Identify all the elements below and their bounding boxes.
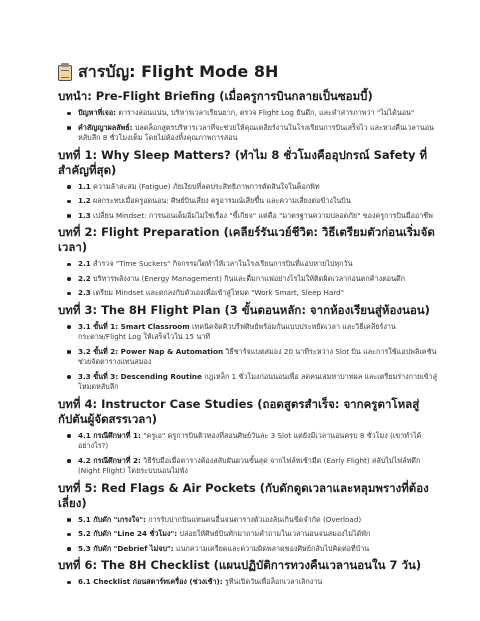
list-item xyxy=(78,372,440,393)
list-item xyxy=(78,123,440,144)
list-item xyxy=(78,347,440,368)
item-label: 3.1 ขั้นที่ 1: Smart Classroom xyxy=(78,321,190,331)
title-text: สารบัญ: Flight Mode 8H xyxy=(78,62,279,81)
section-heading: บทที่ 5: Red Flags & Air Pockets (กับดักดูดเวลาและหลุมพรางที่ต้องเลี่ยง) xyxy=(58,480,429,510)
list-item xyxy=(78,544,440,555)
item-label: ปัญหาที่เจอ: xyxy=(78,108,117,117)
section-list xyxy=(58,322,440,393)
item-text: เปลี่ยน Mindset: การนอนเต็มอิ่มไม่ใช่เรื่อง "ขี้เกียจ" แต่คือ "มาตรฐานความปลอดภัย" ของครูการบินมืออาชีพ xyxy=(90,210,433,220)
item-text: สำรวจ "Time Suckers" กิจกรรมใดทำให้เวลาในโรงเรียนการบินที่แอบหายไปทุกวัน xyxy=(90,259,353,268)
list-item xyxy=(78,577,440,588)
item-label: 1.2 xyxy=(78,196,91,205)
item-text: วิธีรับมือเมื่อตารางต้องสลับผันผวนขั้นสุด จากไฟล์ทเช้ามืด (Early Flight) สลับไปไฟล์ทดึก (Night Flight) โดยระบบนอนไม่พัง xyxy=(78,455,421,475)
item-label: 3.2 ขั้นที่ 2: Power Nap & Automation xyxy=(78,346,224,356)
item-label: 5.3 กับดัก "Debrief ไม่จบ": xyxy=(78,543,174,553)
item-label: 5.1 กับดัก "เกรงใจ": xyxy=(78,514,146,524)
item-text: ผลกระทบเมื่อครูอดนอน: ศิษย์บินเสี่ยง ครูอารมณ์เสียขึ้น และความเสี่ยงต่อข้างในบิน xyxy=(90,196,351,205)
item-text: การรับปากบินแทนคนอื่นจนตารางตัวเองล้นเกินขีดจำกัด (Overload) xyxy=(145,514,362,524)
item-text: ความล้าสะสม (Fatigue) ภัยเงียบที่ลดประสิทธิภาพการตัดสินใจในค็อกพิท xyxy=(90,181,320,191)
item-text: เทคนิคจัดคิวบรีฟศิษย์พร้อมกันแบบประหยัดเวลา และวิธีเคลียร์งานกระดาษ/Flight Log ให้เสร็จไวใน 15 นาที xyxy=(78,321,396,341)
item-text: รูทีนเปิดวันเพื่อล็อกเวลาเลิกงาน xyxy=(222,577,323,586)
list-item xyxy=(78,456,440,477)
section-heading: บทที่ 4: Instructor Case Studies (ถอดสูตรสำเร็จ: จากครูตาโหลสู่กัปตันผู้จัดสรรเวลา) xyxy=(58,396,420,426)
item-text: กฎเหล็ก 1 ชั่วโมงก่อนนอนเพื่อ ลดคนเสมหาบาทผล และเตรียมร่างกายเข้าสู่โหมดหลับลึก xyxy=(78,371,438,391)
item-text: ปล่อยให้ศิษย์บินทักมาถามคำถามในเวลานอนจนสมองไม่ได้พัก xyxy=(177,529,371,538)
item-label: 6.1 Checklist ก่อนสตาร์ทเครื่อง (ช่วงเช้า): xyxy=(78,577,223,586)
item-label: 1.3 xyxy=(78,210,91,220)
list-item xyxy=(78,529,440,540)
item-text: แนกความเครียดและความผิดพลาดของศิษย์กลับไปคิดต่อที่บ้าน xyxy=(173,543,370,553)
document-title xyxy=(58,60,440,85)
item-label: 4.2 กรณีศึกษาที่ 2: xyxy=(78,455,141,465)
clipboard-icon xyxy=(58,65,72,81)
section-heading: บทที่ 6: The 8H Checklist (แผนปฏิบัติการทวงคืนเวลานอนใน 7 วัน) xyxy=(58,558,422,572)
sections-container xyxy=(58,89,440,588)
item-label: 5.2 กับดัก "Line 24 ชั่วโมง": xyxy=(78,529,178,538)
section-heading: บทนำ: Pre-Flight Briefing (เมื่อครูการบินกลายเป็นซอมบี้) xyxy=(58,89,373,103)
section-heading: บทที่ 1: Why Sleep Matters? (ทำไม 8 ชั่วโมงคืออุปกรณ์ Safety ที่สำคัญที่สุด) xyxy=(58,147,428,177)
item-label: 4.1 กรณีศึกษาที่ 1: xyxy=(78,430,141,440)
section-list xyxy=(58,182,440,222)
item-label: 2.1 xyxy=(78,259,91,268)
list-item xyxy=(78,322,440,343)
item-label: 1.1 xyxy=(78,181,91,191)
item-label: 3.3 ขั้นที่ 3: Descending Routine xyxy=(78,371,202,381)
list-item xyxy=(78,182,440,193)
list-item xyxy=(78,259,440,270)
list-item xyxy=(78,196,440,207)
section-list xyxy=(58,431,440,477)
section-heading: บทที่ 2: Flight Preparation (เคลียร์รันเวย์ชีวิต: วิธีเตรียมตัวก่อนเริ่มจัดเวลา) xyxy=(58,225,435,254)
item-text: "ครูเอ" ครูการบินติวทองที่สอนศิษย์วันละ 3 Slot แต่ยังมีเวลานอนครบ 8 ชั่วโมง (เขาทำได้อย่างไร?) xyxy=(78,430,422,450)
item-label: 2.2 xyxy=(78,273,91,283)
item-text: บริหารพลังงาน (Energy Management) กินและดื่มกาแฟอย่างไรไม่ให้ติดผิดเวลาก่อนตกค้างตอนดึก xyxy=(90,273,406,283)
list-item xyxy=(78,431,440,452)
item-text: วิธีชาร์จแบตสมอง 20 นาทีระหว่าง Slot บิน และการใช้แอปพลิเคชันช่วยจัดตารางแทนสมอง xyxy=(78,346,437,366)
item-label: 2.3 xyxy=(78,288,91,297)
item-text: ปลดล็อกสูตรบริหารเวลาที่จะช่วยให้คุณเคลียร์งานในโรงเรียนการบินเสร็จไว และหวงคืนเวลานอนหลับลึก 8 ชั่วโมงเต็ม โดยไม่ต้องทิ้งคุณภาพการสอน xyxy=(78,122,434,142)
section-list xyxy=(58,108,440,144)
item-text: เตรียม Mindset และตกลงกับตัวเองเพื่อเข้าสู่โหมด "Work Smart, Sleep Hard" xyxy=(90,288,345,297)
list-item xyxy=(78,211,440,222)
list-item xyxy=(78,515,440,526)
item-text: ตารางสอนแน่น, บริหารเวลาเรียนยาก, ตรวจ Flight Log ยันดึก, และคำสารภาพว่า "ไม่ได้นอน" xyxy=(116,108,415,117)
section-list xyxy=(58,577,440,588)
section-list xyxy=(58,259,440,299)
list-item xyxy=(78,108,440,119)
list-item xyxy=(78,288,440,299)
item-label: คำสัญญาผลลัพธ์: xyxy=(78,122,133,132)
list-item xyxy=(78,274,440,285)
section-list xyxy=(58,515,440,555)
section-heading: บทที่ 3: The 8H Flight Plan (3 ขั้นตอนหลัก: จากห้องเรียนสู่ห้องนอน) xyxy=(58,302,430,317)
